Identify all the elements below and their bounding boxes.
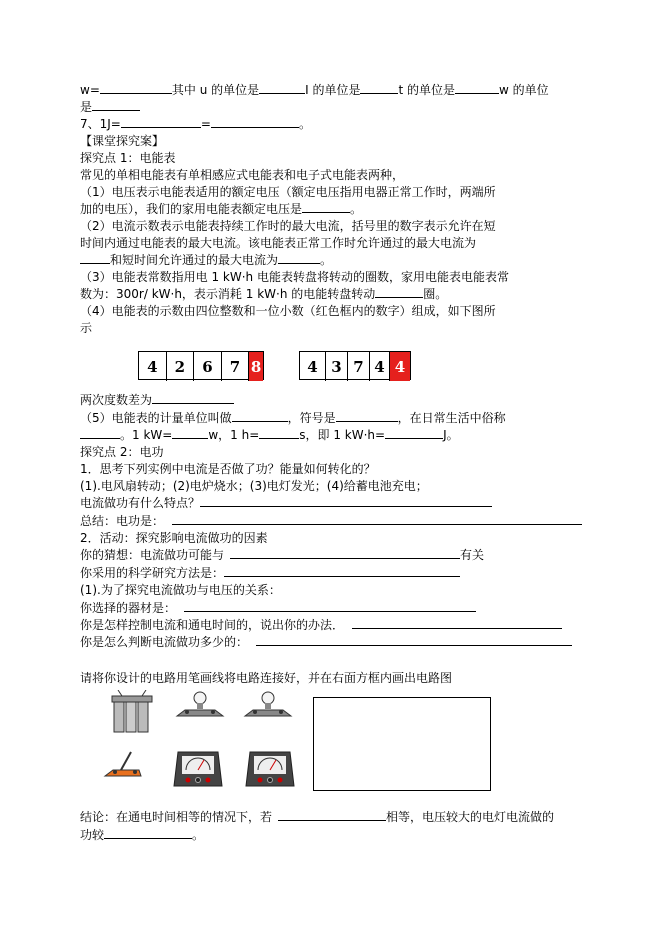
blank[interactable] (302, 201, 350, 213)
switch-icon[interactable] (103, 748, 143, 782)
formula-line-cont: 是 (80, 99, 140, 115)
voltmeter-icon[interactable] (172, 748, 224, 790)
blank[interactable] (232, 410, 288, 422)
blank[interactable] (100, 82, 172, 94)
topic2-title: 探究点 2：电功 (80, 445, 164, 459)
circuit-diagram-box[interactable] (313, 697, 491, 791)
meter1-digit: 6 (194, 352, 222, 381)
topic2-sub1: (1).为了探究电流做功与电压的关系： (80, 583, 281, 597)
blank[interactable] (385, 427, 443, 439)
topic2-guess: 你的猜想：电流做功可能与 有关 (80, 548, 485, 562)
q2-line2: 时间内通过电能表的最大电流。该电能表正常工作时允许通过的最大电流为 (80, 236, 477, 250)
meter2-decimal: 4 (390, 352, 410, 381)
q2-line3: 和短时间允许通过的最大电流为 。 (80, 252, 332, 268)
blank[interactable] (455, 82, 499, 94)
topic2-judge: 你是怎么判断电流做功多少的： (80, 634, 572, 650)
q4-line2: 示 (80, 321, 93, 335)
blank[interactable] (352, 617, 562, 629)
meter1-digit: 2 (167, 352, 195, 381)
conclusion-line1: 结论：在通电时间相等的情况下，若 相等，电压较大的电灯电流做的 (80, 810, 555, 824)
battery-pack-icon[interactable] (110, 690, 156, 736)
meter2-digit: 4 (300, 352, 326, 381)
section-title: 【课堂探究案】 (80, 134, 165, 148)
q5-line1: （5）电能表的计量单位叫做 ，符号是 ，在日常生活中俗称 (80, 411, 506, 425)
blank[interactable] (278, 252, 320, 264)
meter1-digit: 7 (222, 352, 250, 381)
bulb-holder-icon[interactable] (243, 690, 293, 720)
blank[interactable] (259, 427, 299, 439)
meter1-digit: 4 (139, 352, 167, 381)
blank[interactable] (375, 286, 423, 298)
q3-line2: 数为：300r/ kW·h，表示消耗 1 kW·h 的电能转盘转动 圈。 (80, 287, 448, 301)
joule-line: 7、1J= = 。 (80, 117, 311, 131)
q3-line1: （3）电能表常数指用电 1 kW·h 电能表转盘将转动的圈数，家用电能表电能表常 (80, 270, 509, 284)
topic2-q1: 1．思考下列实例中电流是否做了功？能量如何转化的？ (80, 462, 376, 476)
reading-difference: 两次度数差为 (80, 392, 234, 408)
conclusion-line2: 功较 。 (80, 828, 205, 842)
blank[interactable] (259, 82, 305, 94)
meter2-digit: 7 (348, 352, 370, 381)
topic2-feature: 电流做功有什么特点？ (80, 495, 492, 511)
blank[interactable] (360, 82, 398, 94)
blank[interactable] (152, 392, 234, 404)
q1-line1: （1）电压表示电能表适用的额定电压（额定电压指用电器正常工作时，两端所 (80, 185, 496, 199)
blank[interactable] (200, 495, 492, 507)
topic2-control: 你是怎样控制电流和通电时间的，说出你的办法． (80, 617, 562, 633)
topic1-title: 探究点 1：电能表 (80, 151, 176, 165)
q1-line2: 加的电压），我们的家用电能表额定电压是 。 (80, 202, 363, 216)
blank[interactable] (80, 252, 110, 264)
circuit-instruction: 请将你设计的电路用笔画线将电路连接好，并在右面方框内画出电路图 (80, 671, 453, 685)
topic2-summary: 总结：电功是： (80, 513, 582, 529)
blank[interactable] (172, 427, 208, 439)
voltmeter-icon[interactable] (244, 748, 296, 790)
blank[interactable] (92, 99, 140, 111)
blank[interactable] (121, 116, 201, 128)
formula-line: w= 其中 u 的单位是 I 的单位是 t 的单位是 w 的单位 (80, 83, 549, 97)
blank[interactable] (211, 116, 299, 128)
meter1-decimal: 8 (249, 352, 263, 381)
meter-reading-2 (299, 351, 411, 380)
q4-line1: （4）电能表的示数由四位整数和一位小数（红色框内的数字）组成，如下图所 (80, 304, 496, 318)
meter-reading-1 (138, 351, 264, 380)
blank[interactable] (230, 547, 460, 559)
q5-line2: 。1 kW= w，1 h= s，即 1 kW·h= J。 (80, 427, 459, 443)
topic2-activity: 2．活动：探究影响电流做功的因素 (80, 531, 268, 545)
blank[interactable] (104, 827, 192, 839)
blank[interactable] (336, 410, 398, 422)
blank[interactable] (172, 513, 582, 525)
topic2-equipment: 你选择的器材是： (80, 600, 476, 616)
topic2-method: 你采用的科学研究方法是： (80, 565, 460, 581)
blank[interactable] (80, 427, 120, 439)
blank[interactable] (278, 809, 386, 821)
topic1-intro: 常见的单相电能表有单相感应式电能表和电子式电能表两种， (80, 168, 405, 182)
topic2-examples: (1).电风扇转动；(2)电炉烧水；(3)电灯发光；(4)给蓄电池充电； (80, 479, 428, 493)
blank[interactable] (224, 565, 460, 577)
blank[interactable] (256, 634, 572, 646)
q2-line1: （2）电流示数表示电能表持续工作时的最大电流，括号里的数字表示允许在短 (80, 219, 496, 233)
blank[interactable] (184, 600, 476, 612)
bulb-holder-icon[interactable] (175, 690, 225, 720)
meter2-digit: 3 (326, 352, 348, 381)
meter2-digit: 4 (370, 352, 390, 381)
